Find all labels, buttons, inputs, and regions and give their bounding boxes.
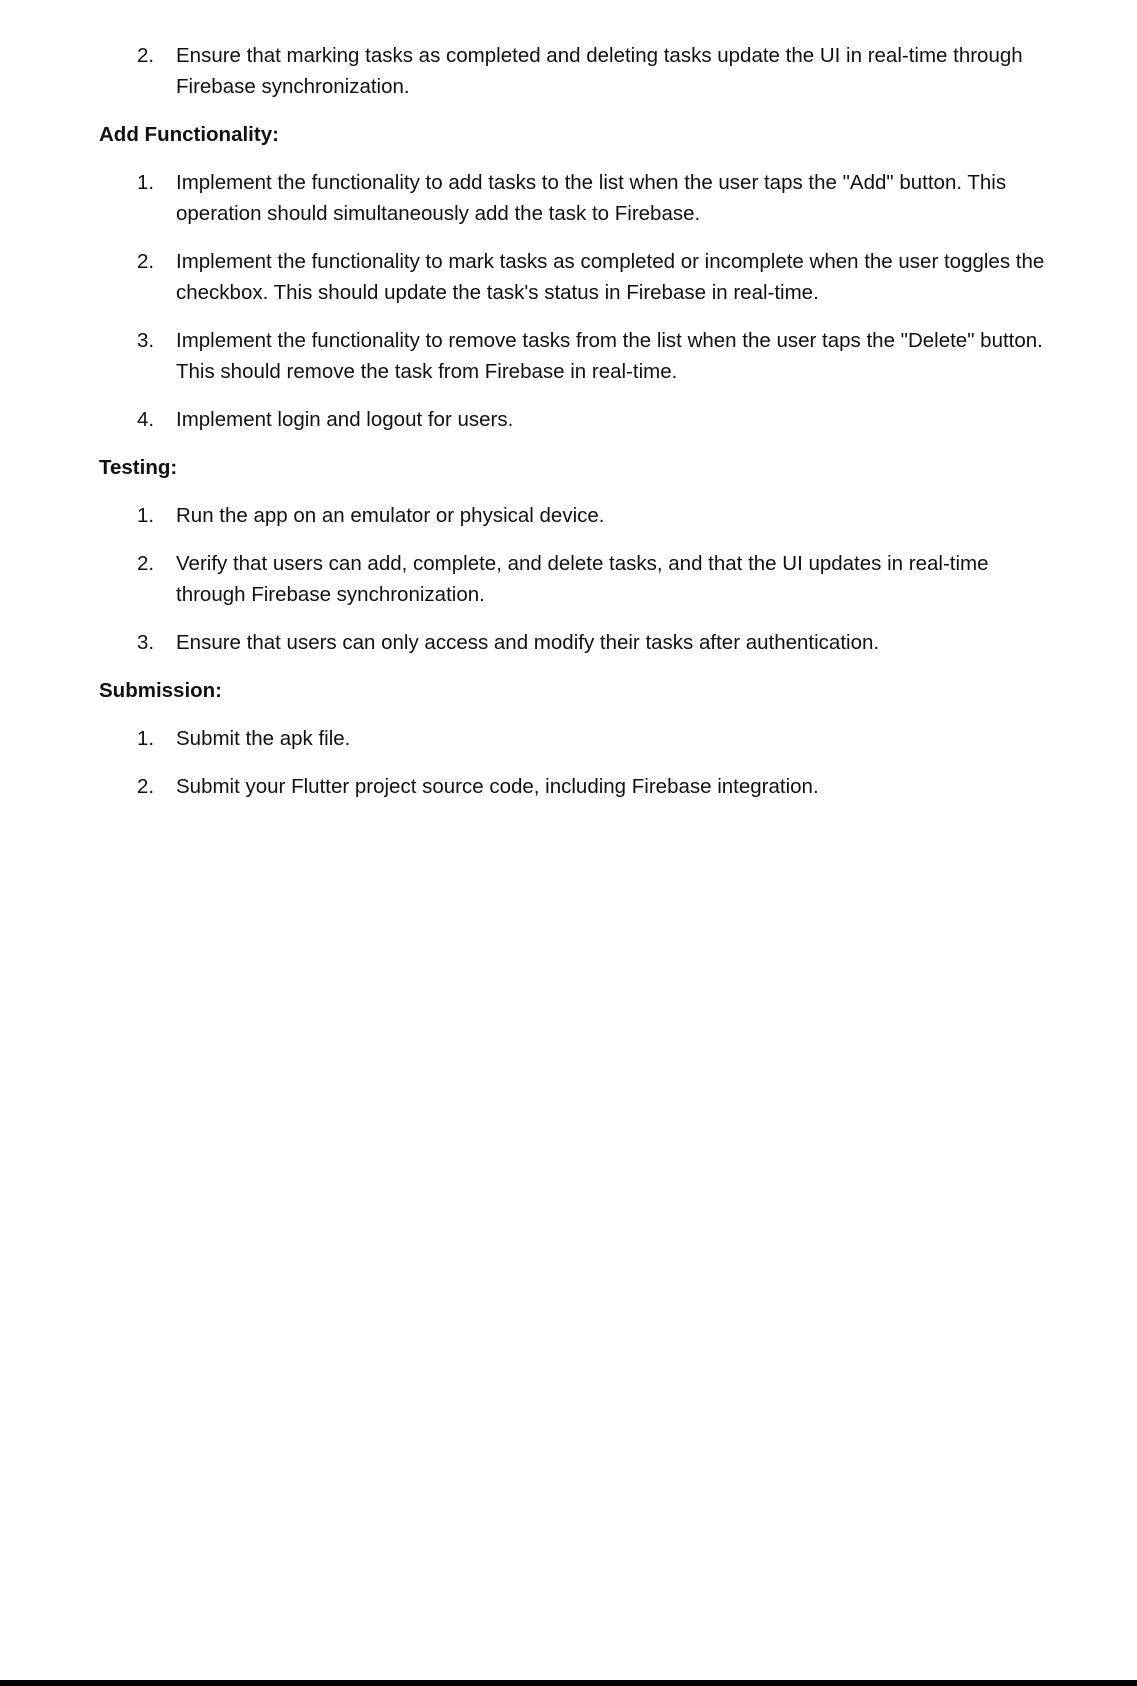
section-heading-add-functionality: Add Functionality: bbox=[99, 123, 279, 146]
list-number: 2. bbox=[137, 552, 155, 575]
list-text: Implement the functionality to remove tasks from the list when the user taps the "Delete" button. This should remove the task from Firebase in real-time. bbox=[176, 329, 1043, 383]
list-number: 4. bbox=[137, 408, 155, 431]
list-text: Ensure that users can only access and modify their tasks after authentication. bbox=[176, 631, 880, 654]
list-text: Verify that users can add, complete, and delete tasks, and that the UI updates in real-time through Firebase synchronization. bbox=[176, 552, 989, 606]
list-item bbox=[99, 167, 1059, 229]
page-bottom-border bbox=[0, 1680, 1137, 1686]
list-number: 1. bbox=[137, 171, 155, 194]
list-text: Implement the functionality to mark tasks as completed or incomplete when the user toggles the checkbox. This should update the task's status in Firebase in real-time. bbox=[176, 250, 1045, 304]
list-item bbox=[99, 500, 1059, 531]
list-item bbox=[99, 246, 1059, 308]
list-text: Implement login and logout for users. bbox=[176, 408, 514, 431]
list-number: 2. bbox=[137, 44, 155, 67]
list-number: 2. bbox=[137, 775, 155, 798]
list-text: Implement the functionality to add tasks to the list when the user taps the "Add" button. This operation should simultaneously add the task to Firebase. bbox=[176, 171, 1007, 225]
list-number: 2. bbox=[137, 250, 155, 273]
list-item bbox=[99, 723, 1059, 754]
list-number: 1. bbox=[137, 727, 155, 750]
list-item bbox=[99, 325, 1059, 387]
list-text: Submit the apk file. bbox=[176, 727, 351, 750]
section-heading-testing: Testing: bbox=[99, 456, 178, 479]
list-number: 3. bbox=[137, 631, 155, 654]
list-text: Ensure that marking tasks as completed and deleting tasks update the UI in real-time through Firebase synchronization. bbox=[176, 44, 1023, 98]
list-item bbox=[99, 404, 1059, 435]
list-item bbox=[99, 548, 1059, 610]
section-heading-submission: Submission: bbox=[99, 679, 223, 702]
list-text: Run the app on an emulator or physical device. bbox=[176, 504, 605, 527]
list-item bbox=[99, 40, 1059, 102]
list-item bbox=[99, 627, 1059, 658]
list-number: 1. bbox=[137, 504, 155, 527]
document-content bbox=[99, 40, 1059, 819]
list-item bbox=[99, 771, 1059, 802]
list-text: Submit your Flutter project source code, including Firebase integration. bbox=[176, 775, 819, 798]
list-number: 3. bbox=[137, 329, 155, 352]
